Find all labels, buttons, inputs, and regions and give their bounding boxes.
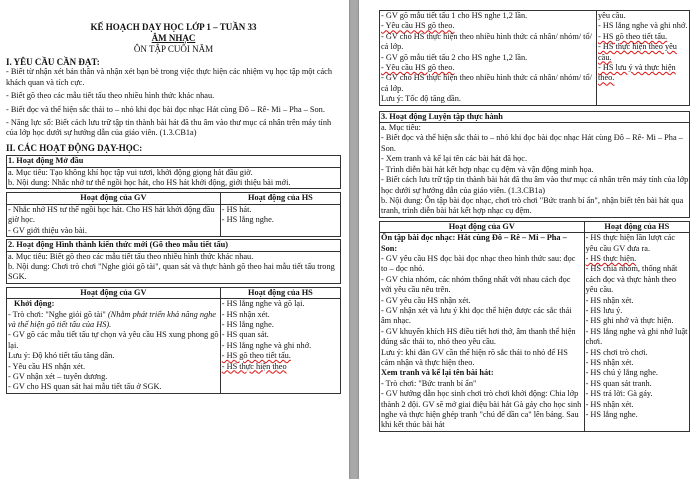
game-note: (Nhằm phát triển khả năng nghe và thể hiện gõ tiết tấu của HS). bbox=[8, 309, 216, 329]
table-cell: - HS lưu ý. bbox=[585, 305, 623, 315]
table-cell: - HS nhận xét. bbox=[221, 309, 270, 319]
subject-heading: ÂM NHẠC bbox=[151, 33, 196, 43]
table-cell: - HS thực hiện. bbox=[585, 253, 637, 263]
table-cell: - Trò chơi: "Bức tranh bí ẩn" bbox=[381, 378, 477, 388]
table-cell: - HS quan sát tranh. bbox=[585, 378, 652, 388]
activity-3-objective: - Trình diễn bài hát kết hợp nhạc cụ đệm và vận động minh họa. bbox=[381, 164, 594, 174]
table-cell: - HS chơi trò chơi. bbox=[585, 347, 648, 357]
table-cell: - HS nhận xét. bbox=[585, 358, 634, 367]
picture-review-heading: Xem tranh và kể lại tên bài hát: bbox=[381, 368, 494, 378]
table-cell: - HS thực hiện theo yêu cầu. bbox=[598, 42, 677, 62]
gv-column-header: Hoạt động của GV bbox=[7, 287, 221, 298]
table-cell: Lưu ý: Tốc độ tăng dần. bbox=[381, 94, 461, 104]
table-cell: - GV cho HS thực hiện theo nhiều hình thức cá nhân/ nhóm/ tổ/ cả lớp. bbox=[381, 31, 592, 52]
table-cell: yêu cầu. bbox=[598, 11, 626, 20]
table-cell: - HS lắng nghe. bbox=[221, 319, 274, 329]
activity-3-title: 3. Hoạt động Luyện tập thực hành bbox=[380, 112, 689, 123]
table-cell: - GV nhận xét và lưu ý khi đọc thể hiện được các sắc thái âm nhạc. bbox=[381, 305, 572, 326]
activity-3-objective: - Xem tranh và kể lại tên các bài hát đã học. bbox=[381, 154, 528, 164]
activity-3-objective: - Biết đọc và thể hiện sắc thái to – nhỏ khi đọc bài đọc nhạc Hát cùng Đô – Rê- Mi – Pha – Son. bbox=[381, 133, 683, 153]
table-cell: - GV gõ mẫu tiết tấu 2 cho HS nghe 1,2 lần. bbox=[381, 52, 528, 62]
table-cell: - HS lắng nghe và ghi nhớ luật chơi. bbox=[585, 326, 688, 347]
hs-column-header: Hoạt động của HS bbox=[220, 193, 340, 204]
table-cell: - HS lắng nghe. bbox=[221, 215, 274, 225]
activity-3-objective: - Biết cách lưu trữ tập tin thành bài hát đã thu âm vào thư mục cá nhân trên máy tính của lớp học dưới sự hướng dẫn của giáo viên. (1.3.CB1a) bbox=[381, 175, 689, 195]
table-cell: - HS lưu ý và thực hiện theo. bbox=[598, 63, 676, 83]
table-cell: - HS lắng nghe và ghi nhớ. bbox=[598, 21, 688, 31]
activity-2-table bbox=[6, 287, 341, 394]
table-cell: - HS chú ý lắng nghe. bbox=[585, 368, 658, 378]
section-1-title: I. YÊU CẦU CẦN ĐẠT: bbox=[6, 57, 100, 67]
table-cell: - HS trả lời: Gà gáy. bbox=[585, 389, 653, 399]
activity-1-table bbox=[6, 192, 341, 237]
table-cell: Lưu ý: khi đàn GV cần thể hiện rõ sắc thái to nhỏ để HS cảm nhận và thực hiện theo. bbox=[381, 347, 568, 367]
gv-column-header: Hoạt động của GV bbox=[7, 193, 221, 204]
table-cell: - HS lắng nghe. bbox=[585, 410, 638, 420]
table-cell: - HS gõ theo tiết tấu. bbox=[221, 351, 291, 361]
table-cell: - Yêu cầu HS gõ theo. bbox=[381, 21, 455, 31]
activity-3-box bbox=[379, 111, 690, 218]
activity-3-table bbox=[379, 221, 690, 432]
table-cell: - HS thực hiện theo bbox=[221, 361, 287, 371]
table-cell: - GV cho HS thực hiện theo nhiều hình thức cá nhân/ nhóm/ tổ/ cả lớp. bbox=[381, 73, 592, 93]
table-cell: - HS nhận xét. bbox=[585, 399, 634, 409]
activity-1-box bbox=[6, 155, 341, 189]
table-cell: Lưu ý: Độ khó tiết tấu tăng dần. bbox=[8, 351, 115, 361]
objective-4: - Năng lực số: Biết cách lưu trữ tập tin thành bài hát đã thu âm vào thư mục cá nhân trên máy tính của lớp học dưới sự hướng dẫn của giáo viên. (1.3.CB1a) bbox=[6, 118, 332, 138]
table-cell: - GV yêu cầu HS đọc bài đọc nhạc theo hình thức sau: đọc to – đọc nhỏ. bbox=[381, 253, 576, 274]
reading-review-heading: Ôn tập bài đọc nhạc: Hát cùng Đô – Rê – Mi – Pha – Son: bbox=[381, 233, 567, 253]
warmup-label: Khởi động: bbox=[14, 299, 55, 309]
table-cell: - Yêu cầu HS nhận xét. bbox=[8, 361, 86, 371]
document-page-left bbox=[0, 0, 349, 479]
activity-3-content: b. Nội dung: Ôn tập bài đọc nhạc, chơi trò chơi "Bức tranh bí ẩn", nhận biết tên bài hát qua tranh, trình diễn bài hát kết hợp nhạc cụ đệm. bbox=[381, 195, 684, 216]
table-cell: - GV cho HS quan sát hai mẫu tiết tấu ở SGK. bbox=[8, 382, 162, 392]
table-cell: - Yêu cầu HS gõ theo. bbox=[381, 63, 455, 73]
activity-1-content: b. Nội dung: Nhắc nhở tư thế ngồi học hát, cho HS hát khởi động, giới thiệu bài mới. bbox=[8, 178, 291, 188]
objective-1: - Biết từ nhận xét bản thân và nhận xét bạn bè trong việc thực hiện các nhiệm vụ học tập một cách khách quan và tích cực. bbox=[6, 67, 333, 87]
table-cell: - GV gõ các mẫu tiết tấu tự chọn và yêu cầu HS xung phong gõ lại. bbox=[8, 330, 219, 350]
table-cell: - GV chia nhóm, các nhóm thống nhất với nhau cách đọc với yêu cầu nêu trên. bbox=[381, 274, 571, 295]
table-cell: - HS nhận xét. bbox=[585, 295, 634, 305]
table-cell: - GV nhận xét – tuyên dương. bbox=[8, 371, 108, 381]
activity-2-table-continued bbox=[379, 10, 690, 106]
activity-2-title: 2. Hoạt động Hình thành kiến thức mới (Gõ theo mẫu tiết tấu) bbox=[7, 240, 340, 251]
lesson-plan-title: KẾ HOẠCH DẠY HỌC LỚP 1 – TUẦN 33 bbox=[90, 22, 257, 32]
table-cell: - HS chia nhóm, thống nhất cách đọc và thực hành theo yêu cầu. bbox=[585, 264, 678, 295]
table-cell: - GV giới thiệu vào bài. bbox=[8, 225, 87, 235]
section-2-title: II. CÁC HOẠT ĐỘNG DẠY-HỌC: bbox=[6, 142, 143, 153]
activity-3-objective-label: a. Mục tiêu: bbox=[381, 123, 421, 133]
table-cell: - HS lắng nghe và gõ lại. bbox=[221, 299, 305, 309]
table-cell: - Nhắc nhở HS tư thế ngồi học hát. Cho HS hát khởi động đầu giờ học. bbox=[8, 204, 215, 225]
table-cell: - HS thực hiện lần lượt các yêu cầu GV đưa ra. bbox=[585, 233, 676, 253]
document-page-right bbox=[359, 0, 700, 479]
table-cell: - HS lắng nghe và ghi nhớ. bbox=[221, 340, 312, 350]
activity-1-objective: a. Mục tiêu: Tạo không khí học tập vui tươi, khởi động giọng hát đầu giờ. bbox=[8, 167, 253, 177]
gv-column-header: Hoạt động của GV bbox=[380, 221, 585, 232]
hs-column-header: Hoạt động của HS bbox=[220, 287, 340, 298]
table-cell: - HS hát. bbox=[221, 204, 252, 214]
table-cell: - GV gõ mẫu tiết tấu 1 cho HS nghe 1,2 lần. bbox=[381, 11, 528, 20]
table-cell bbox=[8, 310, 219, 331]
objective-2: - Biết gõ theo các mẫu tiết tấu theo nhiều hình thức khác nhau. bbox=[6, 91, 215, 101]
hs-column-header: Hoạt động của HS bbox=[584, 221, 689, 232]
activity-2-box bbox=[6, 239, 341, 284]
objective-3: - Biết đọc và thể hiện sắc thái to – nhỏ khi đọc bài đọc nhạc Hát cùng Đô – Rê- Mi – Pha – Son. bbox=[6, 104, 325, 114]
table-cell: - GV khuyến khích HS điều tiết hơi thở, âm thanh thể hiện đúng sắc thái to, nhỏ theo yêu cầu. bbox=[381, 326, 576, 347]
table-cell: - HS ghi nhớ và thực hiện. bbox=[585, 316, 674, 326]
table-cell: - HS gõ theo tiết tấu. bbox=[598, 31, 668, 41]
activity-2-content: b. Nội dung: Chơi trò chơi "Nghe giỏi gõ tài", quan sát và thực hành gõ theo hai mẫu tiết tấu trong SGK. bbox=[8, 261, 335, 282]
activity-2-objective: a. Mục tiêu: Biết gõ theo các mẫu tiết tấu theo nhiều hình thức khác nhau. bbox=[8, 251, 254, 261]
game-name: - Trò chơi: "Nghe giỏi gõ tài" bbox=[8, 309, 106, 319]
table-cell: - GV yêu cầu HS nhận xét. bbox=[381, 295, 471, 305]
activity-1-title: 1. Hoạt động Mở đầu bbox=[7, 156, 340, 167]
table-cell: - HS quan sát. bbox=[221, 330, 269, 340]
table-cell: - GV hướng dẫn học sinh chơi trò chơi khởi động: Chia lớp thành 2 đội. GV sẽ mở giai điệu bài hát Gà gáy cho học sinh nghe và thực hiện ghép tranh "chú để dần ca" lên bảng. Sau khi kết thúc bài hát bbox=[381, 389, 582, 430]
lesson-heading: ÔN TẬP CUỐI NĂM bbox=[133, 44, 214, 54]
